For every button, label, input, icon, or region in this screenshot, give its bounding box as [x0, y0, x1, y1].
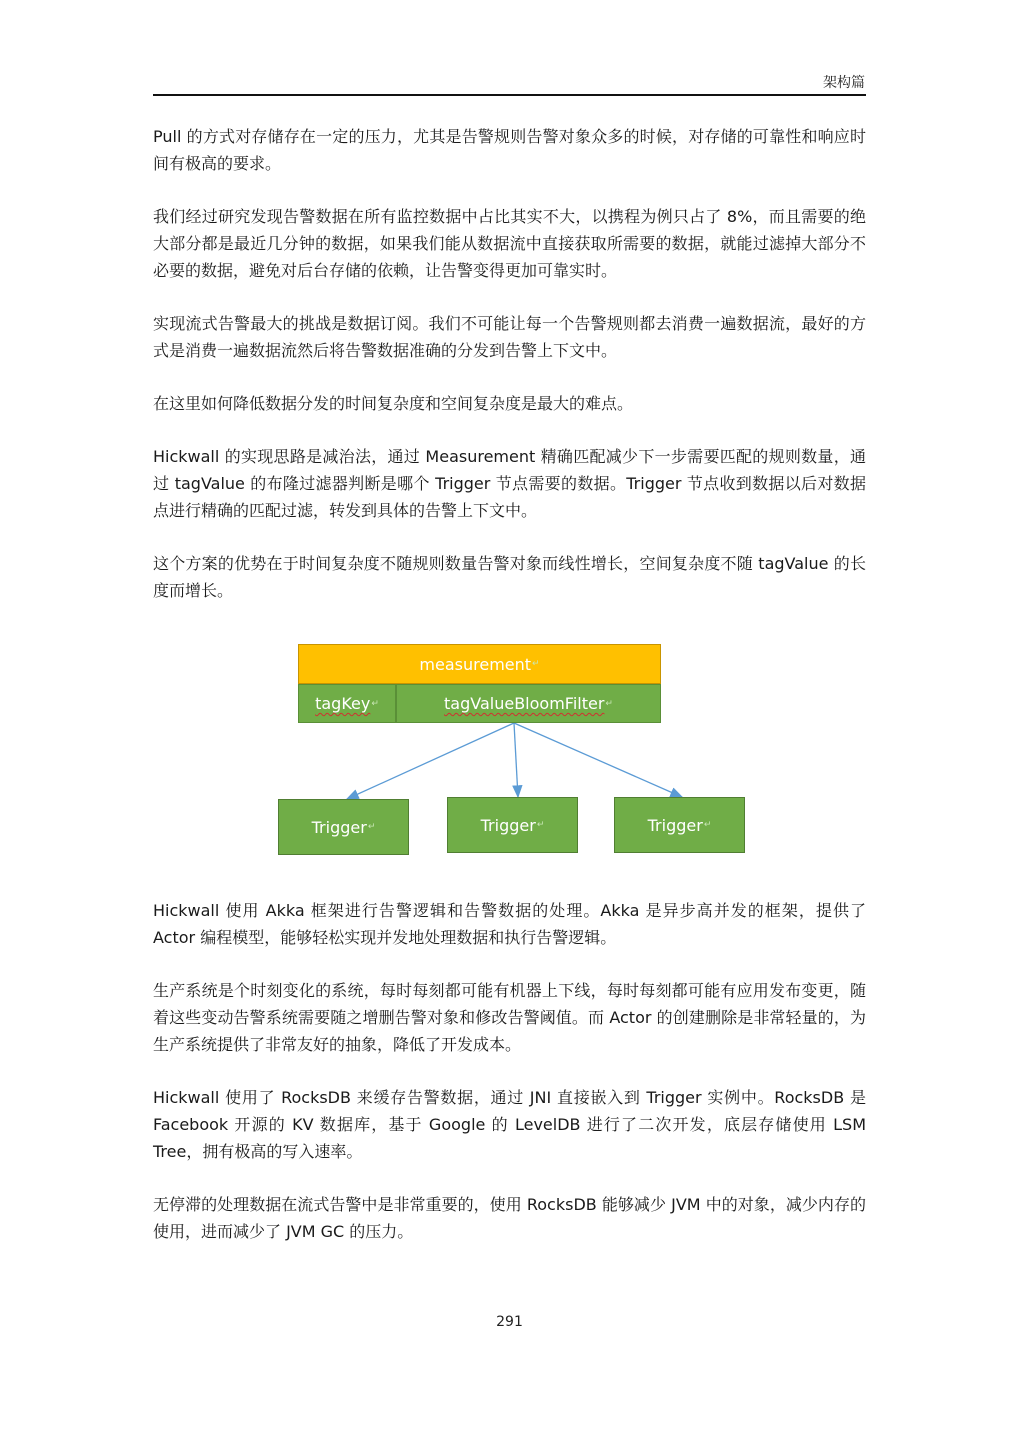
paragraph-8: 生产系统是个时刻变化的系统，每时每刻都可能有机器上下线，每时每刻都可能有应用发布变更，随着这些变动告警系统需要随之增删告警对象和修改告警阈值。而 Actor 的创建删除是非常轻量的，为生产系统提供了非常友好的抽象，降低了开发成本。 — [153, 981, 866, 1054]
paragraph-2: 我们经过研究发现告警数据在所有监控数据中占比其实不大，以携程为例只占了 8%，而且需要的绝大部分都是最近几分钟的数据，如果我们能从数据流中直接获取所需要的数据，就能过滤掉大部分不必要的数据，避免对后台存储的依赖，让告警变得更加可靠实时。 — [153, 207, 866, 280]
arrow-left — [347, 723, 514, 799]
paragraph-7: Hickwall 使用 Akka 框架进行告警逻辑和告警数据的处理。Akka 是异步高并发的框架，提供了 Actor 编程模型，能够轻松实现并发地处理数据和执行告警逻辑。 — [153, 901, 866, 947]
paragraph-3: 实现流式告警最大的挑战是数据订阅。我们不可能让每一个告警规则都去消费一遍数据流，最好的方式是消费一遍数据流然后将告警数据准确的分发到告警上下文中。 — [153, 314, 866, 360]
arrow-right — [514, 723, 682, 797]
measurement-label: measurement — [419, 654, 532, 674]
section-title: 架构篇 — [823, 75, 865, 91]
measurement-box: measurement ↵ — [298, 644, 661, 684]
paragraph-4: 在这里如何降低数据分发的时间复杂度和空间复杂度是最大的难点。 — [153, 394, 634, 413]
body-top — [153, 123, 866, 604]
tag-value-bloom-filter-box: tagValueBloomFilter ↵ — [396, 684, 661, 723]
trigger-box-1: Trigger ↵ — [278, 799, 409, 855]
paragraph-9: Hickwall 使用了 RocksDB 来缓存告警数据，通过 JNI 直接嵌入到 Trigger 实例中。RocksDB 是 Facebook 开源的 KV 数据库，基于 Google 的 LevelDB 进行了二次开发，底层存储使用 LSM Tree，拥有极高的写入速率。 — [153, 1088, 866, 1161]
paragraph-5: Hickwall 的实现思路是减治法，通过 Measurement 精确匹配减少下一步需要匹配的规则数量，通过 tagValue 的布隆过滤器判断是哪个 Trigger 节点需要的数据。Trigger 节点收到数据以后对数据点进行精确的匹配过滤，转发到具体的告警上下文中。 — [153, 447, 866, 520]
trigger-label-3: Trigger — [647, 815, 703, 835]
arrow-middle — [514, 723, 518, 797]
page-number: 291 — [496, 1314, 523, 1330]
tag-value-bloom-filter-label: tagValueBloomFilter — [444, 694, 605, 713]
trigger-label-1: Trigger — [311, 817, 367, 837]
tag-key-box: tagKey ↵ — [298, 684, 396, 723]
trigger-box-2: Trigger ↵ — [447, 797, 578, 853]
body-bottom — [153, 897, 866, 1245]
paragraph-1: Pull 的方式对存储存在一定的压力，尤其是告警规则告警对象众多的时候，对存储的可靠性和响应时间有极高的要求。 — [153, 127, 866, 173]
paragraph-10: 无停滞的处理数据在流式告警中是非常重要的，使用 RocksDB 能够减少 JVM 中的对象，减少内存的使用，进而减少了 JVM GC 的压力。 — [153, 1195, 866, 1241]
paragraph-6: 这个方案的优势在于时间复杂度不随规则数量告警对象而线性增长，空间复杂度不随 tagValue 的长度而增长。 — [153, 554, 866, 600]
header-divider — [153, 94, 866, 96]
tag-key-label: tagKey — [315, 694, 371, 713]
trigger-box-3: Trigger ↵ — [614, 797, 745, 853]
trigger-label-2: Trigger — [480, 815, 536, 835]
